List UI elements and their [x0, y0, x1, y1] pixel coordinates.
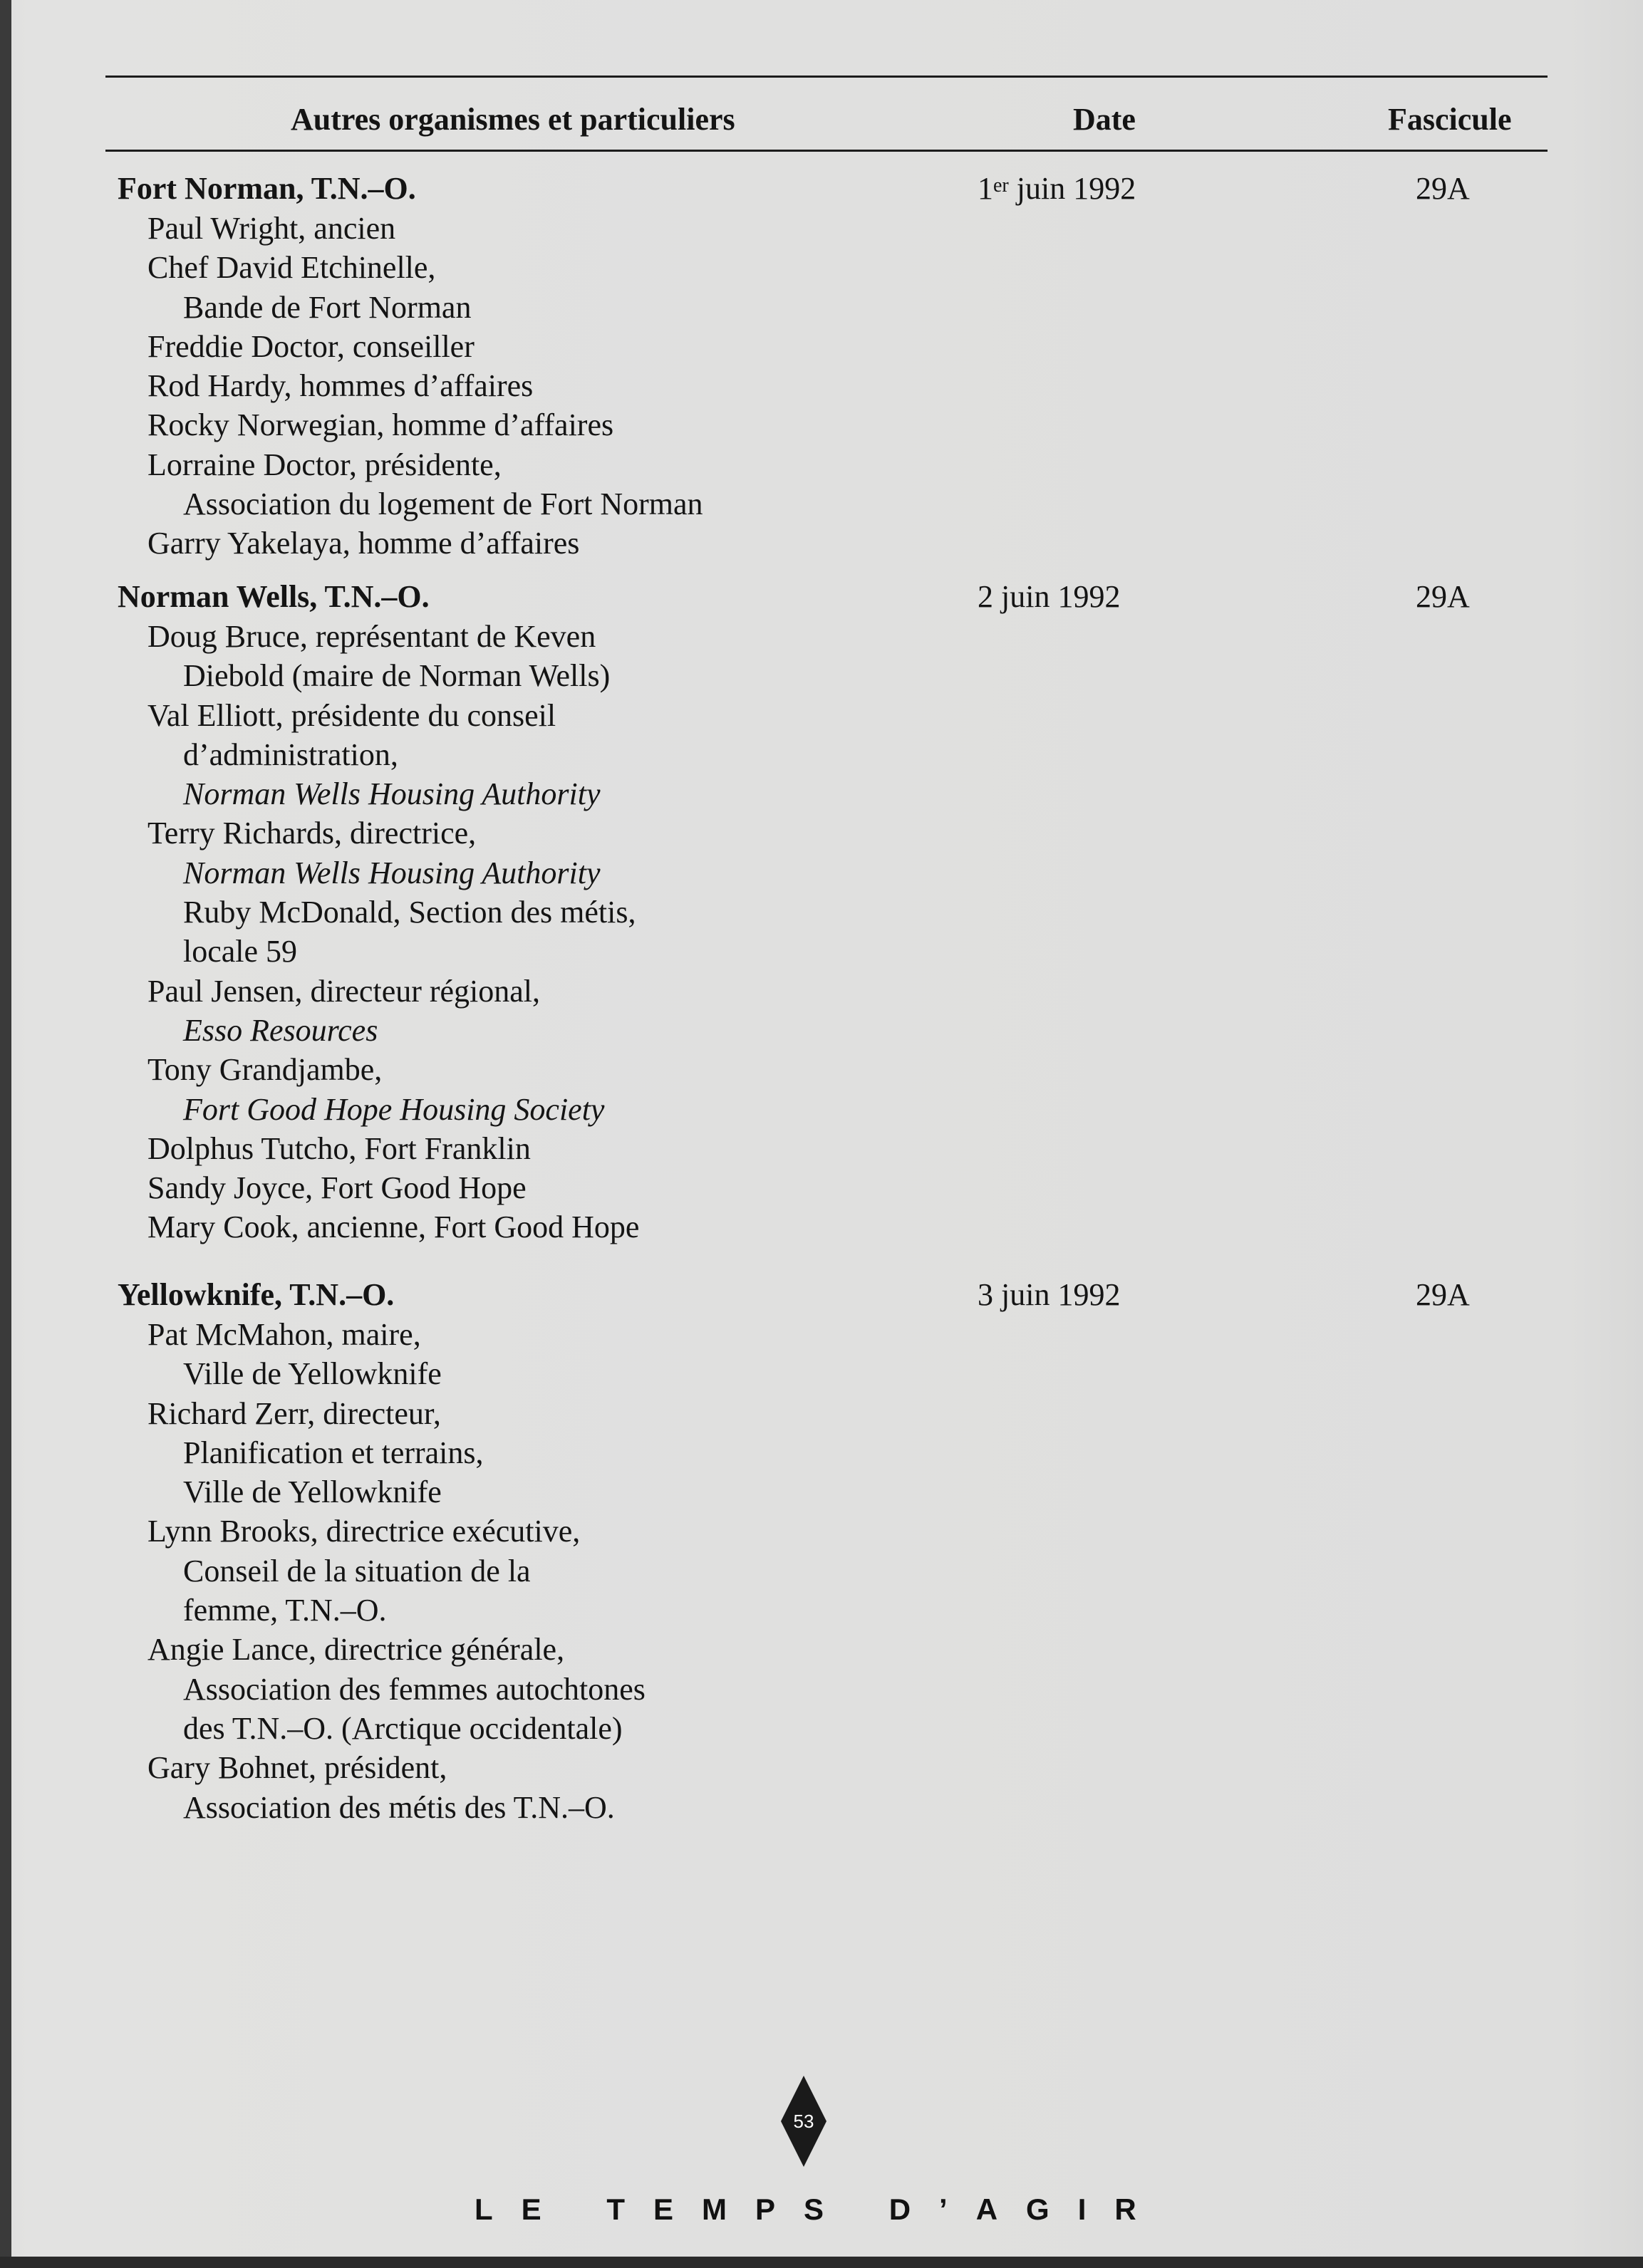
witness-line: Diebold (maire de Norman Wells) [183, 658, 611, 694]
witness-line: Association des métis des T.N.–O. [183, 1789, 615, 1825]
witness-line: Planification et terrains, [183, 1435, 484, 1470]
witness-line: Esso Resources [183, 1012, 378, 1048]
book-spine-edge [0, 0, 11, 2268]
entry-yellowknife [118, 1275, 1471, 1827]
witness-line: Conseil de la situation de la [183, 1553, 531, 1588]
entry-place: Norman Wells, T.N.–O. [118, 579, 430, 614]
witness-line: Ruby McDonald, Section des métis, [183, 895, 636, 930]
entry-date: 1er juin 1992 [978, 171, 1136, 206]
page-number-badge [781, 2076, 826, 2167]
entry-fascicule: 29A [1416, 171, 1470, 206]
witness-line: Val Elliott, présidente du conseil [147, 697, 556, 733]
entry-norman-wells [118, 577, 1471, 1247]
witness-line: des T.N.–O. (Arctique occidentale) [183, 1710, 623, 1746]
entry-date: 2 juin 1992 [978, 579, 1121, 614]
witness-line: Norman Wells Housing Authority [183, 855, 601, 890]
witness-line: Ville de Yellowknife [183, 1356, 442, 1392]
witness-line: Association des femmes autochtones [183, 1671, 646, 1707]
table-top-rule [105, 76, 1548, 78]
entry-place: Fort Norman, T.N.–O. [118, 171, 416, 206]
column-header-date: Date [1073, 102, 1136, 137]
witness-line: Fort Good Hope Housing Society [183, 1091, 605, 1127]
witness-line: locale 59 [183, 934, 298, 969]
witness-line: Paul Wright, ancien [147, 211, 396, 246]
witness-line: Lorraine Doctor, présidente, [147, 447, 502, 482]
witness-line: Bande de Fort Norman [183, 289, 472, 325]
entry-date: 3 juin 1992 [978, 1277, 1121, 1312]
witness-line: Freddie Doctor, conseiller [147, 328, 475, 364]
witness-line: Ville de Yellowknife [183, 1474, 442, 1510]
witness-line: Tony Grandjambe, [147, 1052, 383, 1088]
witness-line: Richard Zerr, directeur, [147, 1395, 441, 1431]
witness-line: Lynn Brooks, directrice exécutive, [147, 1514, 581, 1549]
footer-title: LE TEMPS D’AGIR [475, 2192, 1165, 2226]
witness-line: Rod Hardy, hommes d’affaires [147, 368, 534, 404]
witness-line: Sandy Joyce, Fort Good Hope [147, 1170, 527, 1206]
witness-line: Association du logement de Fort Norman [183, 487, 703, 522]
entry-fascicule: 29A [1416, 579, 1470, 614]
witness-line: Angie Lance, directrice générale, [147, 1632, 565, 1668]
witness-line: Gary Bohnet, président, [147, 1750, 447, 1786]
witness-line: Paul Jensen, directeur régional, [147, 973, 541, 1009]
entry-fort-norman [118, 169, 1471, 563]
witness-line: Chef David Etchinelle, [147, 250, 436, 286]
witness-line: Mary Cook, ancienne, Fort Good Hope [147, 1210, 640, 1245]
page-number: 53 [793, 2111, 814, 2132]
entry-fascicule: 29A [1416, 1277, 1470, 1312]
witness-line: Garry Yakelaya, homme d’affaires [147, 526, 580, 561]
witness-line: femme, T.N.–O. [183, 1593, 387, 1628]
column-header-organisations: Autres organismes et particuliers [291, 102, 735, 137]
witness-line: d’administration, [183, 737, 398, 772]
witness-line: Norman Wells Housing Authority [183, 776, 601, 812]
witness-line: Rocky Norwegian, homme d’affaires [147, 407, 614, 443]
header-bottom-rule [105, 150, 1548, 152]
entry-place: Yellowknife, T.N.–O. [118, 1277, 395, 1312]
witness-line: Doug Bruce, représentant de Keven [147, 619, 596, 654]
bottom-edge [0, 2257, 1643, 2268]
column-header-fascicule: Fascicule [1388, 102, 1512, 137]
witness-line: Terry Richards, directrice, [147, 816, 477, 851]
witness-line: Pat McMahon, maire, [147, 1317, 421, 1352]
witness-line: Dolphus Tutcho, Fort Franklin [147, 1130, 531, 1166]
